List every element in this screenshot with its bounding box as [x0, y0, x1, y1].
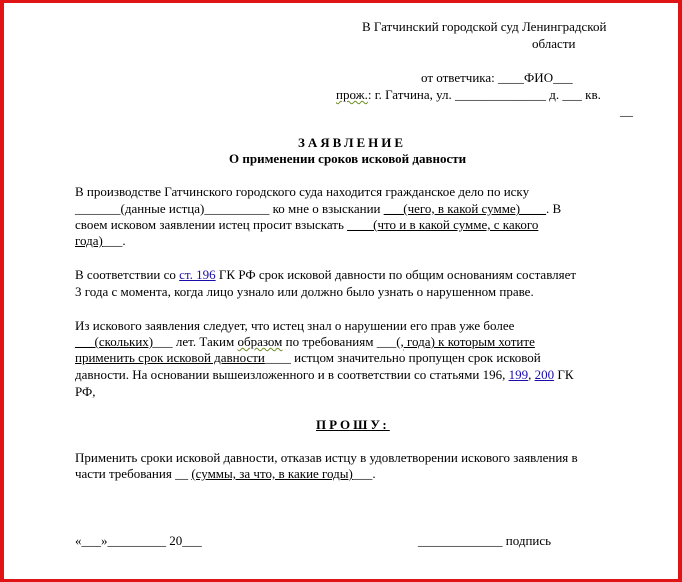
para3-text-d: ___( [376, 334, 401, 349]
para3-text-c: по требованиям [282, 334, 377, 349]
para1-line4 [75, 233, 126, 249]
signature-line [418, 533, 551, 549]
para2-text-a: В соответствии со [75, 267, 180, 282]
para1-line1: В производстве Гатчинского городского суда находится гражданское дело по иску [75, 184, 530, 199]
from-label: от ответчика: [421, 70, 499, 85]
article-200-link[interactable]: 200 [534, 367, 555, 382]
para1-text-d: ___. [102, 233, 126, 248]
para1-line3 [75, 217, 538, 233]
article-199-link[interactable]: 199 [508, 367, 529, 382]
para3-line5: РФ, [75, 384, 96, 399]
years-count-blank: ___(скольких) [75, 334, 154, 349]
from-value: ____ФИО___ [498, 70, 573, 85]
date-field: «___»_________ 20___ [75, 533, 202, 548]
article-196-link[interactable]: ст. 196 [179, 267, 216, 282]
para3-line4 [75, 367, 574, 383]
document-subtitle: О применении сроков исковой давности [229, 151, 467, 166]
para3-line3 [75, 350, 541, 366]
para3-comma: , [400, 334, 404, 349]
para1-text-a: ко мне о взыскании [269, 201, 384, 216]
request-text-b: ___. [352, 466, 376, 481]
para1-text-b: . В [546, 201, 562, 216]
address-line [336, 87, 601, 103]
para2-text-b: ГК РФ срок исковой давности по общим основаниям составляет [215, 267, 577, 282]
para1-line2 [75, 201, 561, 217]
para3-line2 [75, 334, 535, 350]
para3-text-a: ___ лет. Таким [153, 334, 238, 349]
address-tail: __ [620, 103, 633, 118]
para2-line1 [75, 267, 576, 283]
claims-years-blank: года) к которым хотите [403, 334, 535, 349]
para3-sep: , [528, 367, 535, 382]
para1-text-c: своем исковом заявлении истец просит взыскать [75, 217, 348, 232]
request-line1: Применить сроки исковой давности, отказав истцу в удовлетворении искового заявления в [75, 450, 578, 465]
limitation-apply-blank: применить срок исковой давности [75, 350, 265, 365]
court-line-1: В Гатчинский городской суд Ленинградской [362, 19, 607, 34]
address-prefix: прож. [336, 87, 368, 102]
claim-subject-blank: ___(чего, в какой сумме)____ [383, 201, 547, 216]
from-line [421, 70, 573, 86]
para2-line2: 3 года с момента, когда лицо узнало или должно было узнать о нарушенном праве. [75, 284, 534, 299]
request-text-a: части требования __ [75, 466, 192, 481]
para3-text-e: ____ истцом значительно пропущен срок исковой [264, 350, 541, 365]
request-line2 [75, 466, 376, 482]
plaintiff-data-blank: _______(данные истца)__________ [75, 201, 270, 216]
signature-label: подпись [502, 533, 552, 548]
request-claims-blank: (суммы, за что, в какие годы) [191, 466, 353, 481]
para3-text-b: образом [237, 334, 283, 349]
court-line-2: области [532, 36, 576, 51]
para3-line1: Из искового заявления следует, что истец знал о нарушении его прав уже более [75, 318, 515, 333]
para3-text-f: давности. На основании вышеизложенного и в соответствии со статьями 196, [75, 367, 509, 382]
claim-amount-blank: ____(что и в какой сумме, с какого [347, 217, 539, 232]
claim-year-blank: года) [75, 233, 103, 248]
address-rest: : г. Гатчина, ул. ______________ д. ___ кв. [367, 87, 601, 102]
signature-blank: _____________ [418, 533, 503, 548]
document-title: ЗАЯВЛЕНИЕ [298, 135, 407, 150]
request-heading: ПРОШУ: [316, 417, 390, 432]
para3-text-g: ГК [554, 367, 574, 382]
